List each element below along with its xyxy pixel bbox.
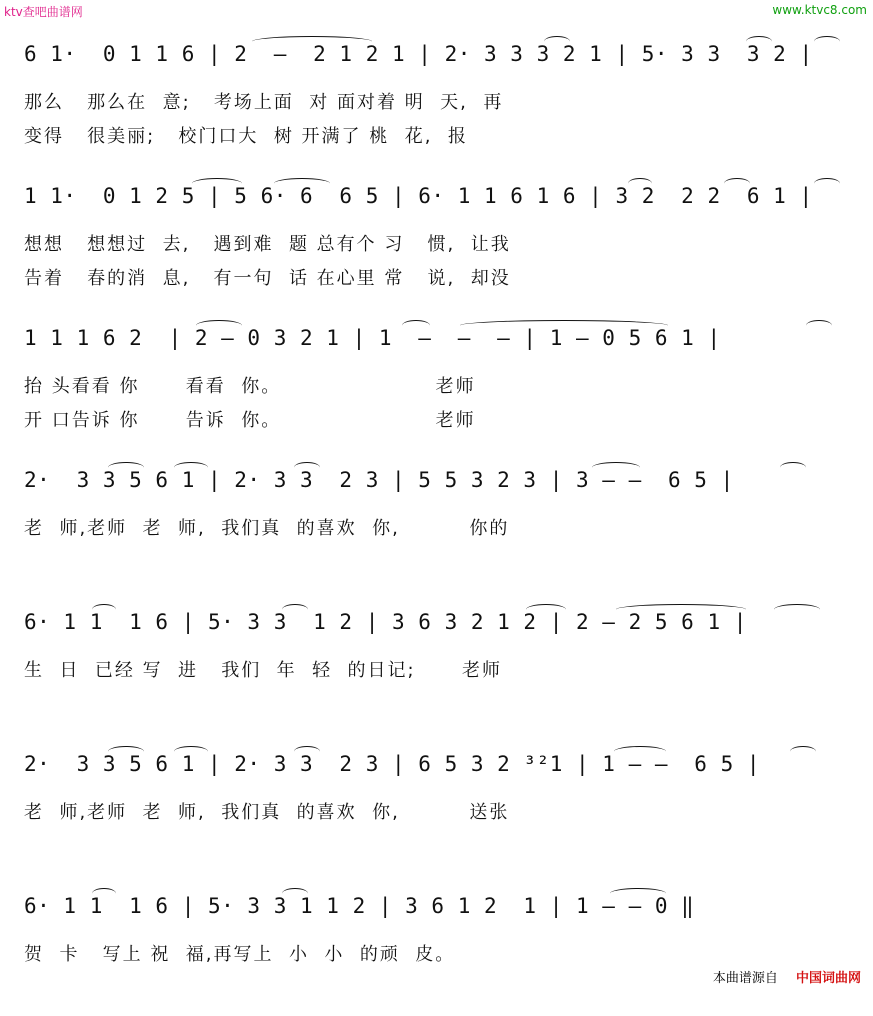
source-label: 本曲谱源自 xyxy=(712,971,778,986)
slur-arc xyxy=(774,604,820,615)
slur-arc xyxy=(746,36,772,47)
slur-arc xyxy=(108,746,144,757)
score-system-1 xyxy=(24,22,860,164)
slur-arc xyxy=(92,604,116,615)
brand-label: 中国词曲网 xyxy=(795,971,861,986)
lyric-line-verse-2: 告着 春的消 息, 有一句 话 在心里 常 说, 却没 xyxy=(24,268,511,289)
slur-arc xyxy=(174,746,208,757)
slur-arc xyxy=(526,604,566,615)
slur-arc xyxy=(108,462,144,473)
slur-arc xyxy=(282,604,308,615)
slur-arc xyxy=(174,462,208,473)
tie-arc xyxy=(616,604,746,615)
notes-line: 6· 1 1 1 6 | 5· 3 3 1 1 2 | 3 6 1 2 1 | 1 – – 0 ‖ xyxy=(24,894,695,918)
slur-arc xyxy=(780,462,806,473)
score-system-2 xyxy=(24,164,860,306)
slur-arc xyxy=(814,178,840,189)
lyric-line-verse-1: 贺 卡 写上 祝 福,再写上 小 小 的顽 皮。 xyxy=(24,944,456,965)
score-system-5 xyxy=(24,590,860,732)
notes-line: 2· 3 3 5 6 1 | 2· 3 3 2 3 | 6 5 3 2 ³²1 | 1 – – 6 5 | xyxy=(24,752,761,776)
slur-arc xyxy=(402,320,430,331)
tie-arc xyxy=(192,178,242,189)
sheet-music-score xyxy=(24,22,860,1016)
lyric-line-verse-1: 老 师,老师 老 师, 我们真 的喜欢 你, 送张 xyxy=(24,802,510,823)
slur-arc xyxy=(628,178,652,189)
slur-arc xyxy=(814,36,840,47)
tie-arc xyxy=(614,746,666,757)
slur-arc xyxy=(274,178,330,189)
tie-arc xyxy=(460,320,668,331)
tie-arc xyxy=(610,888,666,899)
slur-arc xyxy=(282,888,308,899)
notes-line: 2· 3 3 5 6 1 | 2· 3 3 2 3 | 5 5 3 2 3 | 3 – – 6 5 | xyxy=(24,468,734,492)
slur-arc xyxy=(806,320,832,331)
slur-arc xyxy=(92,888,116,899)
tie-arc xyxy=(592,462,640,473)
tie-arc xyxy=(252,36,372,47)
slur-arc xyxy=(790,746,816,757)
watermark-right: www.ktvc8.com xyxy=(772,3,867,17)
notes-line: 1 1· 0 1 2 5 | 5 6· 6 6 5 | 6· 1 1 6 1 6 | 3 2 2 2 6 1 | xyxy=(24,184,813,208)
lyric-line-verse-1: 生 日 已经 写 进 我们 年 轻 的日记; 老师 xyxy=(24,660,502,681)
lyric-line-verse-2: 变得 很美丽; 校门口大 树 开满了 桃 花, 报 xyxy=(24,126,468,147)
slur-arc xyxy=(294,746,320,757)
watermark-left: ktv查吧曲谱网 xyxy=(4,5,83,19)
lyric-line-verse-1: 想想 想想过 去, 遇到难 题 总有个 习 惯, 让我 xyxy=(24,234,511,255)
notes-line: 6 1· 0 1 1 6 | 2 – 2 1 2 1 | 2· 3 3 3 2 1 | 5· 3 3 3 2 | xyxy=(24,42,813,66)
score-system-3 xyxy=(24,306,860,448)
score-system-6 xyxy=(24,732,860,874)
lyric-line-verse-1: 那么 那么在 意; 考场上面 对 面对着 明 天, 再 xyxy=(24,92,504,113)
score-system-7 xyxy=(24,874,860,1016)
lyric-line-verse-1: 抬 头看看 你 看看 你。 老师 xyxy=(24,376,476,397)
notes-line: 6· 1 1 1 6 | 5· 3 3 1 2 | 3 6 3 2 1 2 | 2 – 2 5 6 1 | xyxy=(24,610,747,634)
slur-arc xyxy=(294,462,320,473)
score-system-4 xyxy=(24,448,860,590)
slur-arc xyxy=(544,36,570,47)
tie-arc xyxy=(196,320,242,331)
lyric-line-verse-2: 开 口告诉 你 告诉 你。 老师 xyxy=(24,410,476,431)
slur-arc xyxy=(724,178,750,189)
notes-line: 1 1 1 6 2 | 2 – 0 3 2 1 | 1 – – – | 1 – 0 5 6 1 | xyxy=(24,326,721,350)
source-credit xyxy=(713,967,861,986)
lyric-line-verse-1: 老 师,老师 老 师, 我们真 的喜欢 你, 你的 xyxy=(24,518,510,539)
